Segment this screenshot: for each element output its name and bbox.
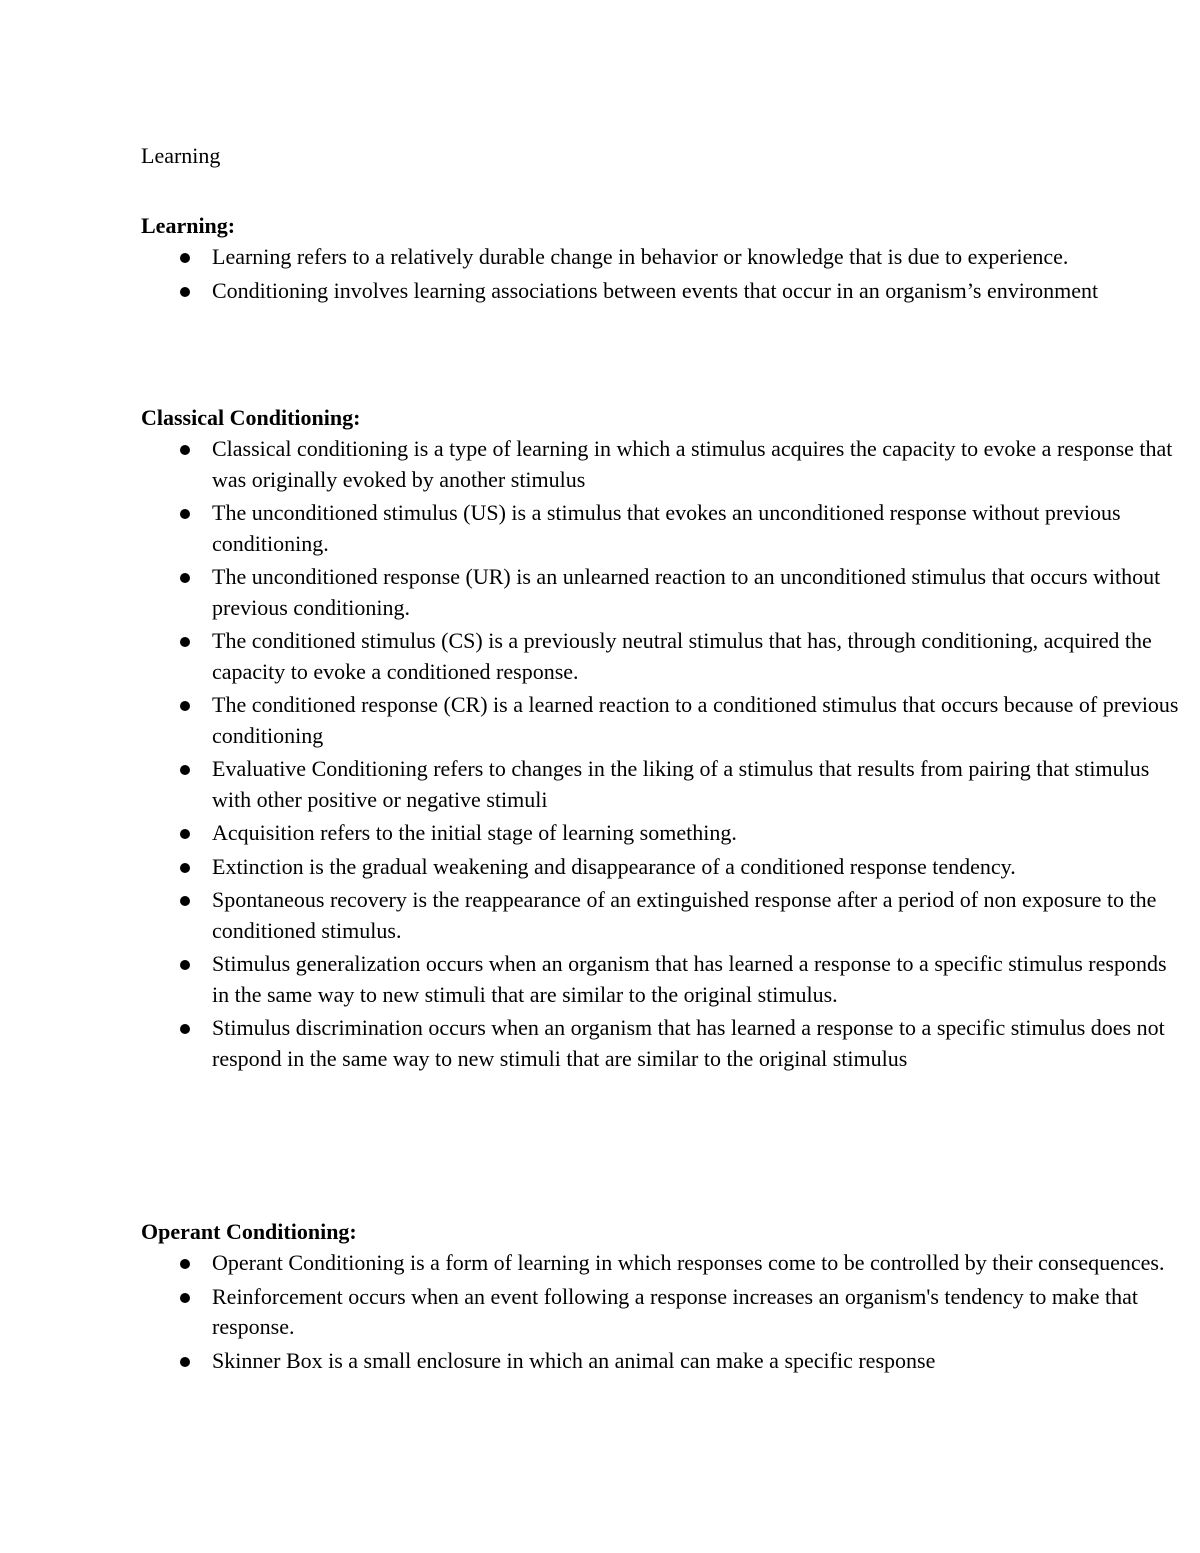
document-title: Learning: [141, 143, 221, 168]
section-heading: Operant Conditioning:: [141, 1219, 357, 1244]
bullet-icon: [180, 701, 190, 711]
bullet-icon: [180, 1293, 190, 1303]
bullet-icon: [180, 445, 190, 455]
bullet-icon: [180, 765, 190, 775]
bullet-icon: [180, 509, 190, 519]
list-item: [141, 626, 1181, 687]
section-learning: [141, 210, 1181, 309]
list-item-text: The conditioned response (CR) is a learned reaction to a conditioned stimulus that occurs because of previous conditioning: [212, 692, 1179, 748]
list-item: [141, 818, 1181, 849]
bullet-list: [141, 434, 1181, 1074]
bullet-icon: [180, 253, 190, 263]
section-operant-conditioning: [141, 1216, 1181, 1379]
list-item: [141, 1013, 1181, 1074]
list-item: [141, 498, 1181, 559]
bullet-icon: [180, 896, 190, 906]
list-item-text: Extinction is the gradual weakening and disappearance of a conditioned response tendency.: [212, 853, 1016, 879]
bullet-list: [141, 1248, 1181, 1376]
list-item-text: The unconditioned response (UR) is an unlearned reaction to an unconditioned stimulus that occurs without previous conditioning.: [212, 564, 1161, 620]
list-item: [141, 949, 1181, 1010]
section-heading: Learning:: [141, 213, 236, 238]
list-item-text: Stimulus generalization occurs when an organism that has learned a response to a specific stimulus responds in the same way to new stimuli that are similar to the original stimulus.: [212, 951, 1167, 1007]
list-item-text: Skinner Box is a small enclosure in which an animal can make a specific response: [212, 1347, 936, 1373]
list-item-text: Spontaneous recovery is the reappearance of an extinguished response after a period of non exposure to the conditioned stimulus.: [212, 887, 1157, 943]
list-item: [141, 754, 1181, 815]
list-item: [141, 276, 1181, 307]
list-item: [141, 852, 1181, 883]
list-item: [141, 1346, 1181, 1377]
list-item: [141, 690, 1181, 751]
bullet-icon: [180, 573, 190, 583]
bullet-icon: [180, 1259, 190, 1269]
list-item: [141, 434, 1181, 495]
list-item-text: Reinforcement occurs when an event following a response increases an organism's tendency to make that response.: [212, 1283, 1139, 1339]
list-item: [141, 1282, 1181, 1343]
list-item-text: Operant Conditioning is a form of learning in which responses come to be controlled by their consequences.: [212, 1250, 1165, 1275]
list-item-text: The conditioned stimulus (CS) is a previously neutral stimulus that has, through conditioning, acquired the capacity to evoke a conditioned response.: [212, 628, 1152, 684]
list-item: [141, 1248, 1181, 1279]
section-heading: Classical Conditioning:: [141, 405, 361, 430]
bullet-icon: [180, 1024, 190, 1034]
bullet-icon: [180, 637, 190, 647]
list-item: [141, 562, 1181, 623]
bullet-icon: [180, 1357, 190, 1367]
bullet-icon: [180, 287, 190, 297]
bullet-icon: [180, 960, 190, 970]
list-item-text: Acquisition refers to the initial stage of learning something.: [212, 820, 737, 845]
section-classical-conditioning: [141, 402, 1181, 1077]
list-item: [141, 242, 1181, 273]
list-item-text: The unconditioned stimulus (US) is a stimulus that evokes an unconditioned response without previous conditioning.: [212, 500, 1121, 556]
list-item-text: Evaluative Conditioning refers to changes in the liking of a stimulus that results from pairing that stimulus with other positive or negative stimuli: [212, 756, 1150, 812]
list-item: [141, 885, 1181, 946]
list-item-text: Conditioning involves learning associations between events that occur in an organism’s environment: [212, 277, 1099, 303]
bullet-icon: [180, 863, 190, 873]
list-item-text: Classical conditioning is a type of learning in which a stimulus acquires the capacity to evoke a response that was originally evoked by another stimulus: [212, 436, 1173, 492]
bullet-list: [141, 242, 1181, 306]
list-item-text: Stimulus discrimination occurs when an organism that has learned a response to a specific stimulus does not respond in the same way to new stimuli that are similar to the original stimulus: [212, 1015, 1165, 1071]
bullet-icon: [180, 829, 190, 839]
list-item-text: Learning refers to a relatively durable change in behavior or knowledge that is due to experience.: [212, 244, 1069, 269]
